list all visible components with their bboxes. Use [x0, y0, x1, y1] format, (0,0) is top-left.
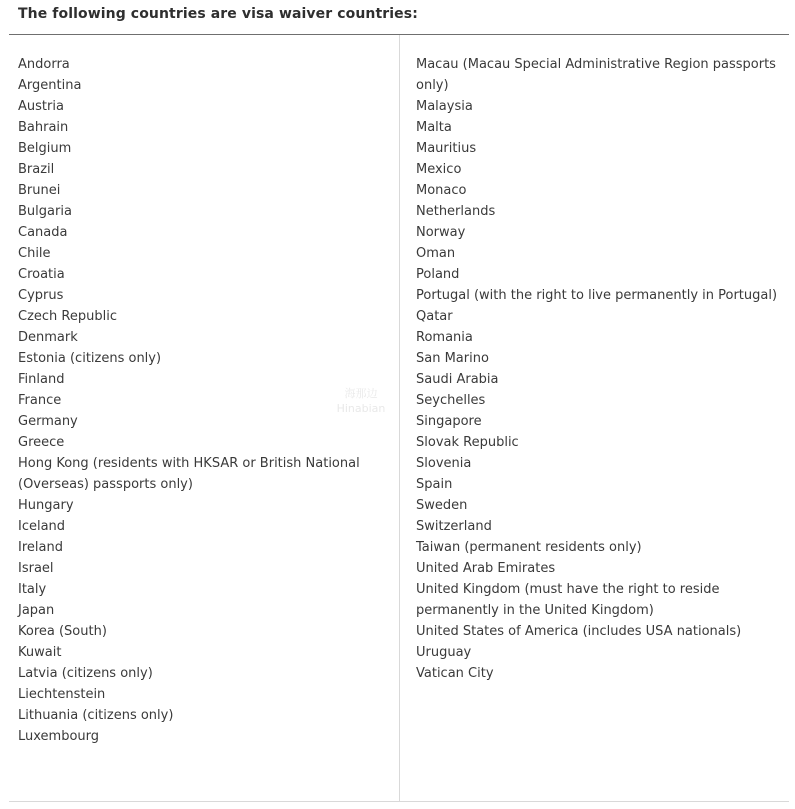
country-item: Chile	[18, 246, 51, 261]
country-item: Hungary	[18, 498, 74, 513]
country-item: Canada	[18, 225, 68, 240]
country-item: Poland	[416, 267, 460, 282]
country-item: Germany	[18, 414, 78, 429]
left-country-list	[18, 54, 378, 747]
country-item: Taiwan (permanent residents only)	[416, 540, 642, 555]
country-item: Latvia (citizens only)	[18, 666, 153, 681]
country-item: Sweden	[416, 498, 468, 513]
country-item: Kuwait	[18, 645, 62, 660]
country-item: Oman	[416, 246, 456, 261]
country-item: Estonia (citizens only)	[18, 351, 162, 366]
country-item: Croatia	[18, 267, 65, 282]
page-heading: The following countries are visa waiver countries:	[18, 6, 418, 22]
country-item: Vatican City	[416, 666, 494, 681]
country-item: Monaco	[416, 183, 467, 198]
country-item: Malta	[416, 120, 452, 135]
country-item: Iceland	[18, 519, 66, 534]
country-item: Romania	[416, 330, 473, 345]
country-item: Switzerland	[416, 519, 492, 534]
country-item: Andorra	[18, 57, 70, 72]
country-item: Israel	[18, 561, 54, 576]
country-item: Portugal (with the right to live permanently in Portugal)	[416, 288, 778, 303]
country-item: Finland	[18, 372, 65, 387]
country-item: Qatar	[416, 309, 453, 324]
watermark-line-2: Hinabian	[336, 402, 386, 415]
country-item: Greece	[18, 435, 65, 450]
country-item: Austria	[18, 99, 64, 114]
watermark-logo	[326, 386, 396, 416]
country-item: United States of America (includes USA nationals)	[416, 624, 742, 639]
country-item: Brunei	[18, 183, 61, 198]
country-item: Spain	[416, 477, 453, 492]
country-item: Netherlands	[416, 204, 496, 219]
country-item: Cyprus	[18, 288, 64, 303]
country-item: Mexico	[416, 162, 462, 177]
country-item: France	[18, 393, 62, 408]
country-item: Norway	[416, 225, 466, 240]
watermark-line-1: 海那边	[344, 387, 378, 400]
country-item: Czech Republic	[18, 309, 117, 324]
country-item: San Marino	[416, 351, 489, 366]
country-item: Korea (South)	[18, 624, 107, 639]
country-item: Japan	[18, 603, 55, 618]
country-item: Mauritius	[416, 141, 477, 156]
country-item: Belgium	[18, 141, 72, 156]
country-item: Uruguay	[416, 645, 472, 660]
country-item: United Arab Emirates	[416, 561, 556, 576]
right-country-list	[416, 54, 778, 684]
country-item: United Kingdom (must have the right to reside permanently in the United Kingdom)	[416, 582, 720, 618]
country-item: Italy	[18, 582, 47, 597]
country-item: Liechtenstein	[18, 687, 106, 702]
country-item: Malaysia	[416, 99, 473, 114]
country-item: Bahrain	[18, 120, 69, 135]
country-item: Denmark	[18, 330, 78, 345]
country-item: Luxembourg	[18, 729, 100, 744]
bottom-divider	[9, 801, 789, 802]
column-divider	[399, 35, 400, 801]
country-item: Argentina	[18, 78, 82, 93]
country-item: Lithuania (citizens only)	[18, 708, 174, 723]
country-item: Slovak Republic	[416, 435, 519, 450]
country-item: Bulgaria	[18, 204, 72, 219]
country-item: Slovenia	[416, 456, 472, 471]
country-item: Hong Kong (residents with HKSAR or British National (Overseas) passports only)	[18, 456, 360, 492]
country-item: Singapore	[416, 414, 482, 429]
country-item: Saudi Arabia	[416, 372, 499, 387]
country-item: Seychelles	[416, 393, 486, 408]
country-item: Macau (Macau Special Administrative Region passports only)	[416, 57, 776, 93]
country-item: Brazil	[18, 162, 55, 177]
country-item: Ireland	[18, 540, 63, 555]
